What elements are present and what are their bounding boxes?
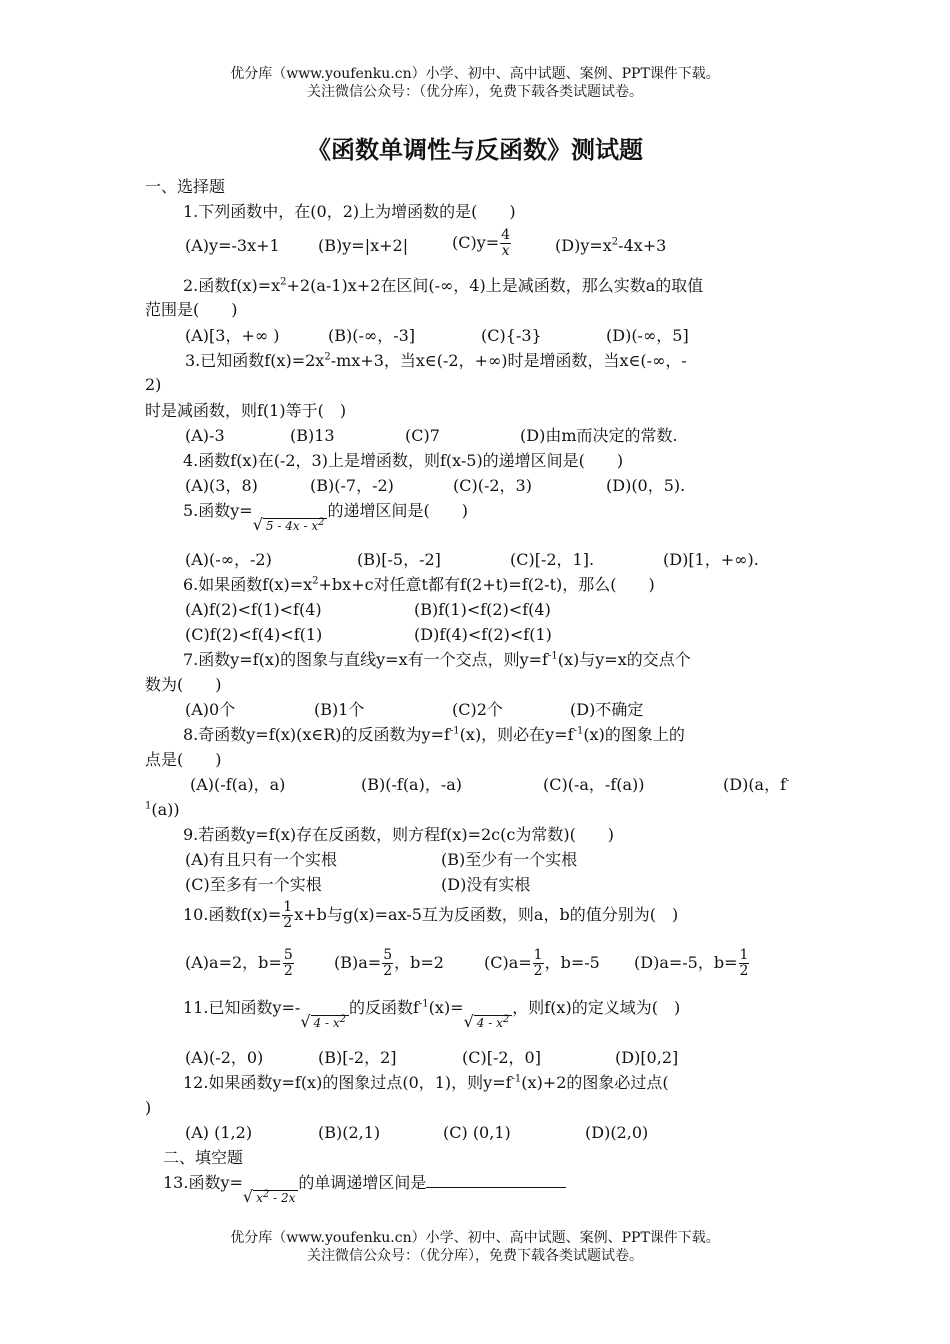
q6-option-d: (D)f(4)<f(2)<f(1) [414,625,552,644]
q2-stem-line2: 范围是( ) [145,300,238,319]
q1-option-a: (A)y=-3x+1 [185,236,280,255]
q8-option-d-cont: $^1$(a)) [145,800,180,819]
q10-option-b: (B)a= $\frac{5}{2}$ ，b=2 [334,947,444,979]
q3-stem: 3.已知函数$f(x)=2x^2-mx+3$，当x∈(-2，+∞)时是增函数，当x∈(-∞，- [185,351,687,370]
q4-option-c: (C)(-2，3) [453,476,532,495]
q8-stem: 8.奇函数y=f(x)(x∈R)的反函数为$y=f^{-1}(x)$，则必在$y=f^{-1}(x)$的图象上的 [183,725,685,744]
q9-option-a: (A)有且只有一个实根 [185,850,338,869]
q3-option-c: (C)7 [405,426,440,445]
q13-answer-blank[interactable] [426,1173,566,1188]
q6-option-a: (A)f(2)<f(1)<f(4) [185,600,322,619]
q3-stem-line2: 2) [145,375,162,394]
q6-option-c: (C)f(2)<f(4)<f(1) [185,625,323,644]
header-line-1: 优分库（www.youfenku.cn）小学、初中、高中试题、案例、PPT课件下载。 [230,66,720,82]
q11-radical-2: √ $4 - x^2$ [464,1015,513,1030]
q8-stem-line2: 点是( ) [145,750,222,769]
q10-option-a: (A)a=2，b= $\frac{5}{2}$ [185,947,293,979]
q2-option-b: (B)(-∞，-3] [328,326,416,345]
q4-stem: 4.函数f(x)在(-2，3)上是增函数，则f(x-5)的递增区间是( ) [183,451,624,470]
q4-option-b: (B)(-7，-2) [310,476,394,495]
header-line-2: 关注微信公众号：（优分库），免费下载各类试题试卷。 [307,84,643,100]
q2-option-d: (D)(-∞，5] [606,326,689,345]
q7-stem-line2: 数为( ) [145,675,222,694]
q13-stem: 13.函数y=√ $x^2 - 2x$的单调递增区间是 [163,1173,566,1205]
q2-option-a: (A)[3，+∞ ) [185,326,280,345]
q5-option-b: (B)[-5，-2] [357,550,441,569]
section-fill-in: 二、填空题 [163,1148,244,1167]
q11-stem: 11.已知函数y=-√ $4 - x^2$的反函数$f^{-1}(x)=√$ $4 - x^2$，则f(x)的定义域为( ) [183,998,681,1031]
q8-option-c: (C)(-a，-f(a)) [543,775,645,794]
q7-option-b: (B)1个 [314,700,365,719]
q11-option-d: (D)[0,2] [615,1048,679,1067]
q9-option-c: (C)至多有一个实根 [185,875,322,894]
q12-option-a: (A) (1,2) [185,1123,253,1142]
q2-stem: 2.函数$f(x)=x^2+2(a-1)x+2$在区间(-∞，4)上是减函数，那么实数a的取值 [183,276,704,295]
q7-option-d: (D)不确定 [570,700,644,719]
q1-stem: 1.下列函数中，在(0，2)上为增函数的是( ) [183,202,516,221]
q12-stem: 12.如果函数y=f(x)的图象过点(0，1)，则$y=f^{-1}(x)+2$的图象必过点( [183,1073,669,1092]
q3-option-a: (A)-3 [185,426,225,445]
q1-c-denominator: x [501,243,510,259]
q3-option-b: (B)13 [290,426,335,445]
q9-stem: 9.若函数y=f(x)存在反函数，则方程f(x)=2c(c为常数)( ) [183,825,615,844]
q5-option-c: (C)[-2，1]. [510,550,595,569]
q2-option-c: (C){-3} [481,326,542,345]
q7-option-c: (C)2个 [452,700,503,719]
q5-option-d: (D)[1，+∞). [663,550,759,569]
q8-option-a: (A)(-f(a)，a) [190,775,286,794]
q9-option-d: (D)没有实根 [441,875,531,894]
q5-option-a: (A)(-∞，-2) [185,550,272,569]
q4-option-d: (D)(0，5). [606,476,686,495]
q11-radical-1: √ $4 - x^2$ [300,1015,349,1030]
q6-stem: 6.如果函数$f(x)=x^2+bx+c$对任意t都有f(2+t)=f(2-t)，那么( ) [183,575,655,594]
q13-radical: √ $x^2 - 2x$ [243,1190,298,1205]
footer-line-1: 优分库（www.youfenku.cn）小学、初中、高中试题、案例、PPT课件下载。 [230,1230,720,1246]
q10-stem: 10.函数f(x)= $\frac{1}{2}$ x+b与g(x)=ax-5互为反函数，则a，b的值分别为( ) [183,899,679,931]
q8-option-b: (B)(-f(a)，-a) [361,775,463,794]
q11-option-b: (B)[-2，2] [318,1048,397,1067]
q7-stem: 7.函数y=f(x)的图象与直线y=x有一个交点，则$y=f^{-1}(x)$与y=x的交点个 [183,650,691,669]
q1-option-c: (C)y= $\frac{4}{x}$ [452,227,511,259]
q11-option-c: (C)[-2，0] [462,1048,541,1067]
q10-option-c: (C)a= $\frac{1}{2}$ ，b=-5 [484,947,600,979]
q9-option-b: (B)至少有一个实根 [441,850,578,869]
q3-stem-line3: 时是减函数，则f(1)等于( ) [145,401,347,420]
q1-option-d: $(D)y=x^2-4x+3$ [555,236,667,255]
q3-option-d: (D)由m而决定的常数. [520,426,678,445]
q10-option-d: (D)a=-5，b= $\frac{1}{2}$ [634,947,749,979]
q5-radical: √ $5 - 4x - x^2$ [253,518,328,533]
q7-option-a: (A)0个 [185,700,236,719]
q1-option-b: (B)y=|x+2| [318,236,409,255]
q6-option-b: (B)f(1)<f(2)<f(4) [414,600,551,619]
footer-line-2: 关注微信公众号：（优分库），免费下载各类试题试卷。 [307,1248,643,1264]
q8-option-d: (D)(a，f- [723,775,790,794]
q4-option-a: (A)(3，8) [185,476,258,495]
q12-stem-line2: ) [145,1098,152,1117]
q12-option-d: (D)(2,0) [585,1123,649,1142]
q11-option-a: (A)(-2，0) [185,1048,264,1067]
q5-stem: 5.函数y=√ $5 - 4x - x^2$的递增区间是( ) [183,501,468,534]
q12-option-c: (C) (0,1) [443,1123,511,1142]
section-choice: 一、选择题 [145,177,226,196]
q1-c-numerator: 4 [501,227,511,243]
q12-option-b: (B)(2,1) [318,1123,381,1142]
page-title: 《函数单调性与反函数》测试题 [307,135,643,164]
